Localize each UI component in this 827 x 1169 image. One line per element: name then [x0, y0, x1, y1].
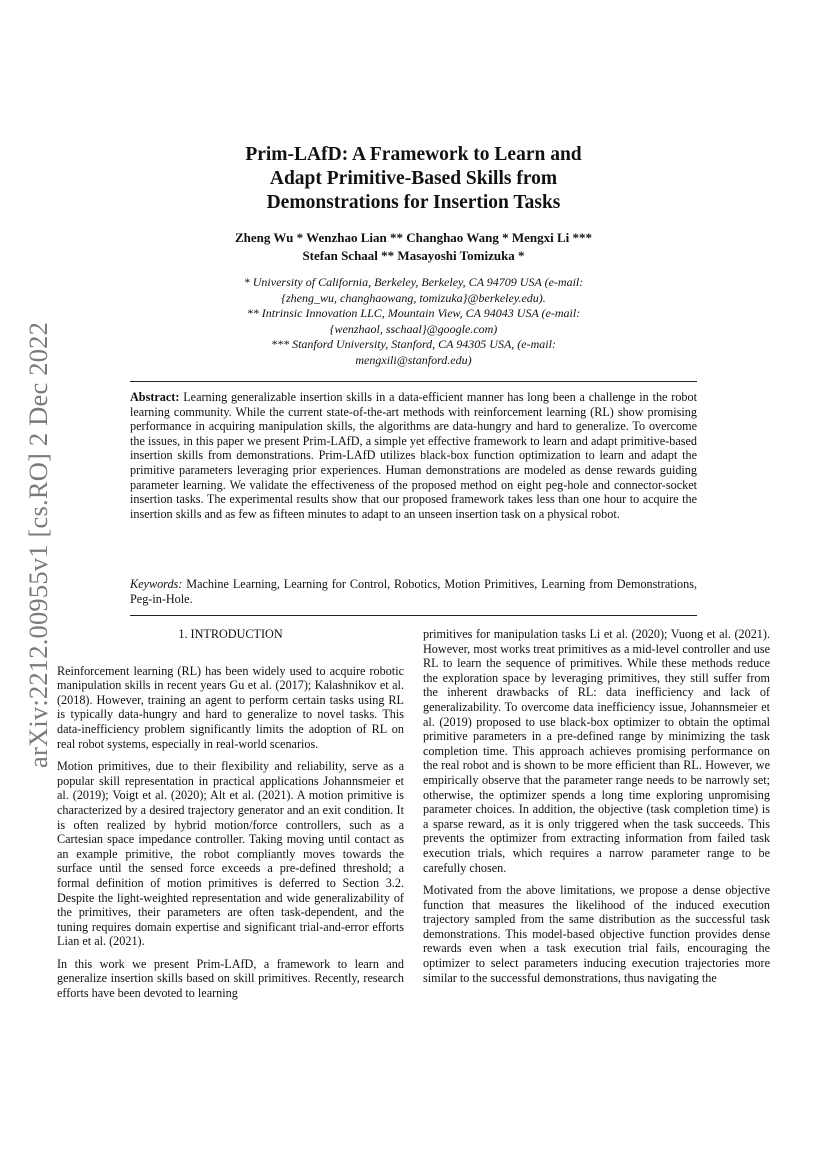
- author-line: Stefan Schaal ** Masayoshi Tomizuka *: [302, 248, 525, 263]
- section-heading: 1. INTRODUCTION: [178, 627, 283, 641]
- abstract: [130, 390, 697, 521]
- left-column: [57, 627, 404, 1009]
- affiliation-line: * University of California, Berkeley, Berkeley, CA 94709 USA (e-mail:: [243, 275, 584, 289]
- keywords: [130, 577, 697, 606]
- author-list: [150, 229, 677, 265]
- paragraph: Reinforcement learning (RL) has been widely used to acquire robotic manipulation skills in recent years Gu et al. (2017); Kalashnikov et al. (2018). However, training an agent to perform certain tasks using RL is typically data-hungry and hard to generalize to novel tasks. This data-inefficiency problem significantly limits the adoption of RL on real robot systems, especially in real-world scenarios.: [57, 663, 404, 751]
- title-line: Prim-LAfD: A Framework to Learn and: [245, 144, 582, 165]
- abstract-label: Abstract:: [130, 390, 180, 404]
- affiliation-line: mengxili@stanford.edu): [355, 352, 472, 367]
- keywords-label: Keywords:: [130, 577, 183, 591]
- title-line: Demonstrations for Insertion Tasks: [266, 192, 561, 213]
- title-line: Adapt Primitive-Based Skills from: [269, 168, 558, 189]
- arxiv-identifier-stamp[interactable]: arXiv:2212.00955v1 [cs.RO] 2 Dec 2022: [23, 321, 53, 768]
- abstract-text: Learning generalizable insertion skills in a data-efficient manner has long been a challenge in the robot learning community. While the current state-of-the-art methods with reinforcement learning (RL) show promising performance in acquiring manipulation skills, the algorithms are data-hungry and hard to generalize. To overcome the issues, in this paper we present Prim-LAfD, a simple yet effective framework to learn and adapt primitive-based insertion skills from demonstrations. Prim-LAfD utilizes black-box function optimization to learn and adapt the primitive parameters leveraging prior experiences. Human demonstrations are modeled as dense rewards guiding parameter learning. We validate the effectiveness of the proposed method on eight peg-hole and connector-socket insertion tasks. The experimental results show that our proposed framework takes less than one hour to acquire the insertion skills and as few as fifteen minutes to adapt to an unseen insertion task on a physical robot.: [130, 390, 697, 521]
- affiliation-line: ** Intrinsic Innovation LLC, Mountain View, CA 94043 USA (e-mail:: [246, 306, 581, 321]
- paragraph: Motivated from the above limitations, we propose a dense objective function that measures the likelihood of the induced execution trajectory sampled from the same distribution as the successful task demonstrations. This model-based objective function provides dense rewards even when a task execution trial fails, encouraging the optimizer to select parameters inducing execution trajectories more similar to the successful demonstrations, thus navigating the: [423, 883, 770, 985]
- affiliation-line: *** Stanford University, Stanford, CA 94305 USA, (e-mail:: [271, 337, 556, 352]
- abstract-bottom-rule: [130, 615, 697, 616]
- paragraph: Motion primitives, due to their flexibility and reliability, serve as a popular skill representation in practical applications Johannsmeier et al. (2019); Voigt et al. (2020); Alt et al. (2021). A motion primitive is characterized by a desired trajectory generator and an exit condition. It is often realized by hybrid motion/force controllers, such as a Cartesian space impedance controller. Taking moving until contact as an example primitive, the robot compliantly moves towards the surface until the sensed force exceeds a pre-defined threshold; a formal definition of motion primitives is deferred to Section 3.2. Despite the light-weighted representation and wide generalizability of the primitives, their parameters are often task-dependent, and the tuning requires domain expertise and significant trial-and-error efforts Lian et al. (2021).: [57, 759, 404, 949]
- affiliation-line: {wenzhaol, sschaal}@google.com): [329, 321, 498, 336]
- affiliations: [178, 275, 649, 369]
- right-column: [423, 627, 770, 993]
- paper-title: [150, 143, 677, 215]
- paragraph: primitives for manipulation tasks Li et al. (2020); Vuong et al. (2021). However, most works treat primitives as a mid-level controller and use RL to learn the sequence of primitives. While these methods reduce the exploration space by leveraging primitives, they still suffer from the inherent drawbacks of RL: data inefficiency and lack of generalizability. To overcome data inefficiency issue, Johannsmeier et al. (2019) proposed to use black-box optimizer to obtain the optimal primitive parameters in a pre-defined range by minimizing the task completion time. This approach achieves promising performance on the real robot and is shown to be more efficient than RL. However, we empirically observe that the parameter range needs to be narrowly set; otherwise, the optimizer spends a long time exploring unpromising parameter choices. In addition, the objective (task completion time) is a sparse reward, as it is only triggered when the task succeeds. This prevents the optimizer from extracting information from failed task execution trials, which requires a narrow parameter range to be carefully chosen.: [423, 627, 770, 875]
- author-line: Zheng Wu * Wenzhao Lian ** Changhao Wang * Mengxi Li ***: [235, 230, 592, 245]
- affiliation-line: {zheng_wu, changhaowang, tomizuka}@berkeley.edu).: [281, 290, 546, 305]
- paragraph: In this work we present Prim-LAfD, a framework to learn and generalize insertion skills based on skill primitives. Recently, research efforts have been devoted to learning: [57, 956, 404, 1001]
- keywords-text: Machine Learning, Learning for Control, Robotics, Motion Primitives, Learning from Demonstrations, Peg-in-Hole.: [130, 577, 697, 606]
- abstract-top-rule: [130, 381, 697, 382]
